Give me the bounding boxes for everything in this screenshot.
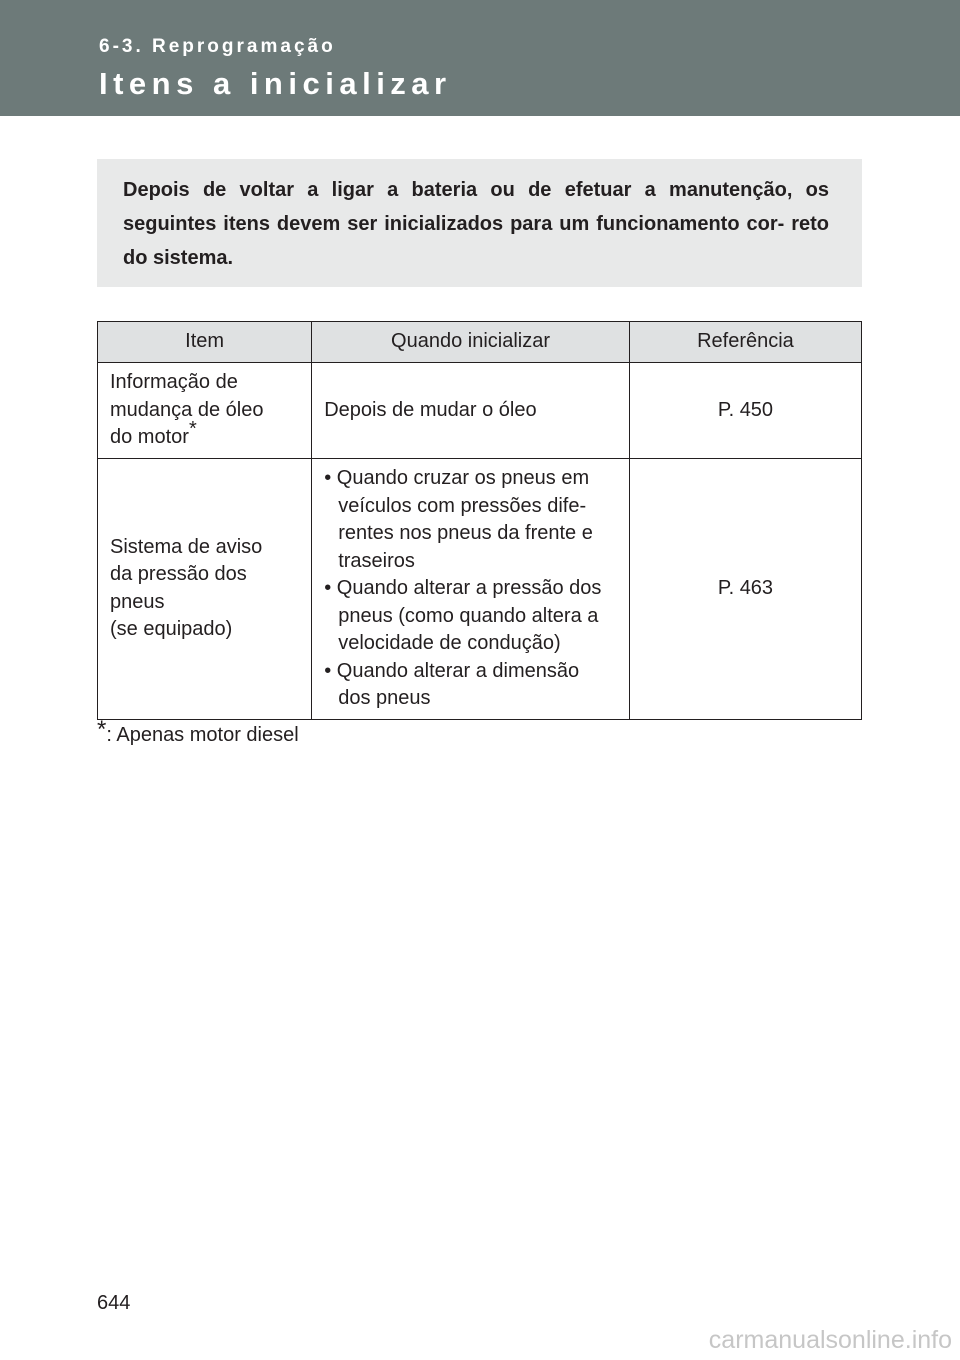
when-continuation-line: dos pneus: [338, 687, 431, 709]
reference-cell: P. 450: [629, 363, 861, 459]
item-line: da pressão dos: [110, 563, 247, 586]
when-continuation-line: velocidade de condução): [338, 632, 561, 654]
table-row: [98, 363, 862, 459]
intro-text: Depois de voltar a ligar a bateria ou de efetuar a manutenção, os seguintes itens devem ser inicializados para um funcionamento cor- reto do sistema.: [123, 179, 829, 269]
item-line: mudança de óleo: [110, 398, 264, 421]
item-line-with-mark: [110, 418, 299, 452]
footnote: [97, 716, 299, 747]
table-row: [98, 459, 862, 720]
when-cell: [312, 363, 630, 459]
page-number: 644: [97, 1292, 131, 1314]
footnote-text: : Apenas motor diesel: [106, 724, 299, 746]
when-cell: [312, 459, 630, 720]
when-bullet-line: • Quando cruzar os pneus em: [324, 467, 590, 489]
footnote-mark: *: [188, 418, 197, 441]
when-continuation-line: traseiros: [338, 549, 415, 572]
intro-box: [97, 159, 862, 287]
item-cell: [98, 363, 312, 459]
footnote-mark: *: [97, 716, 107, 743]
when-continuation-line: rentes nos pneus da frente e: [338, 522, 593, 544]
item-line: Informação de: [110, 371, 238, 394]
item-line: (se equipado): [110, 618, 233, 641]
when-continuation-line: veículos com pressões dife-: [338, 494, 587, 517]
table-header-row: [98, 322, 862, 363]
watermark: carmanualsonline.info: [708, 1326, 952, 1354]
when-continuation-line: pneus (como quando altera a: [338, 604, 599, 627]
page-title: Itens a inicializar: [99, 66, 452, 101]
column-header-reference: Referência: [629, 322, 861, 363]
item-cell: [98, 459, 312, 720]
item-line: pneus: [110, 590, 165, 613]
column-header-item: Item: [98, 322, 312, 363]
reference-cell: P. 463: [629, 459, 861, 720]
items-table: [97, 321, 862, 720]
when-line: Depois de mudar o óleo: [324, 398, 537, 421]
column-header-when: Quando inicializar: [312, 322, 630, 363]
item-line: Sistema de aviso: [110, 535, 263, 558]
when-bullet-line: • Quando alterar a pressão dos: [324, 577, 602, 599]
when-bullet-line: • Quando alterar a dimensão: [324, 659, 580, 682]
item-line: do motor: [110, 426, 189, 449]
section-label: 6-3. Reprogramação: [99, 36, 336, 57]
